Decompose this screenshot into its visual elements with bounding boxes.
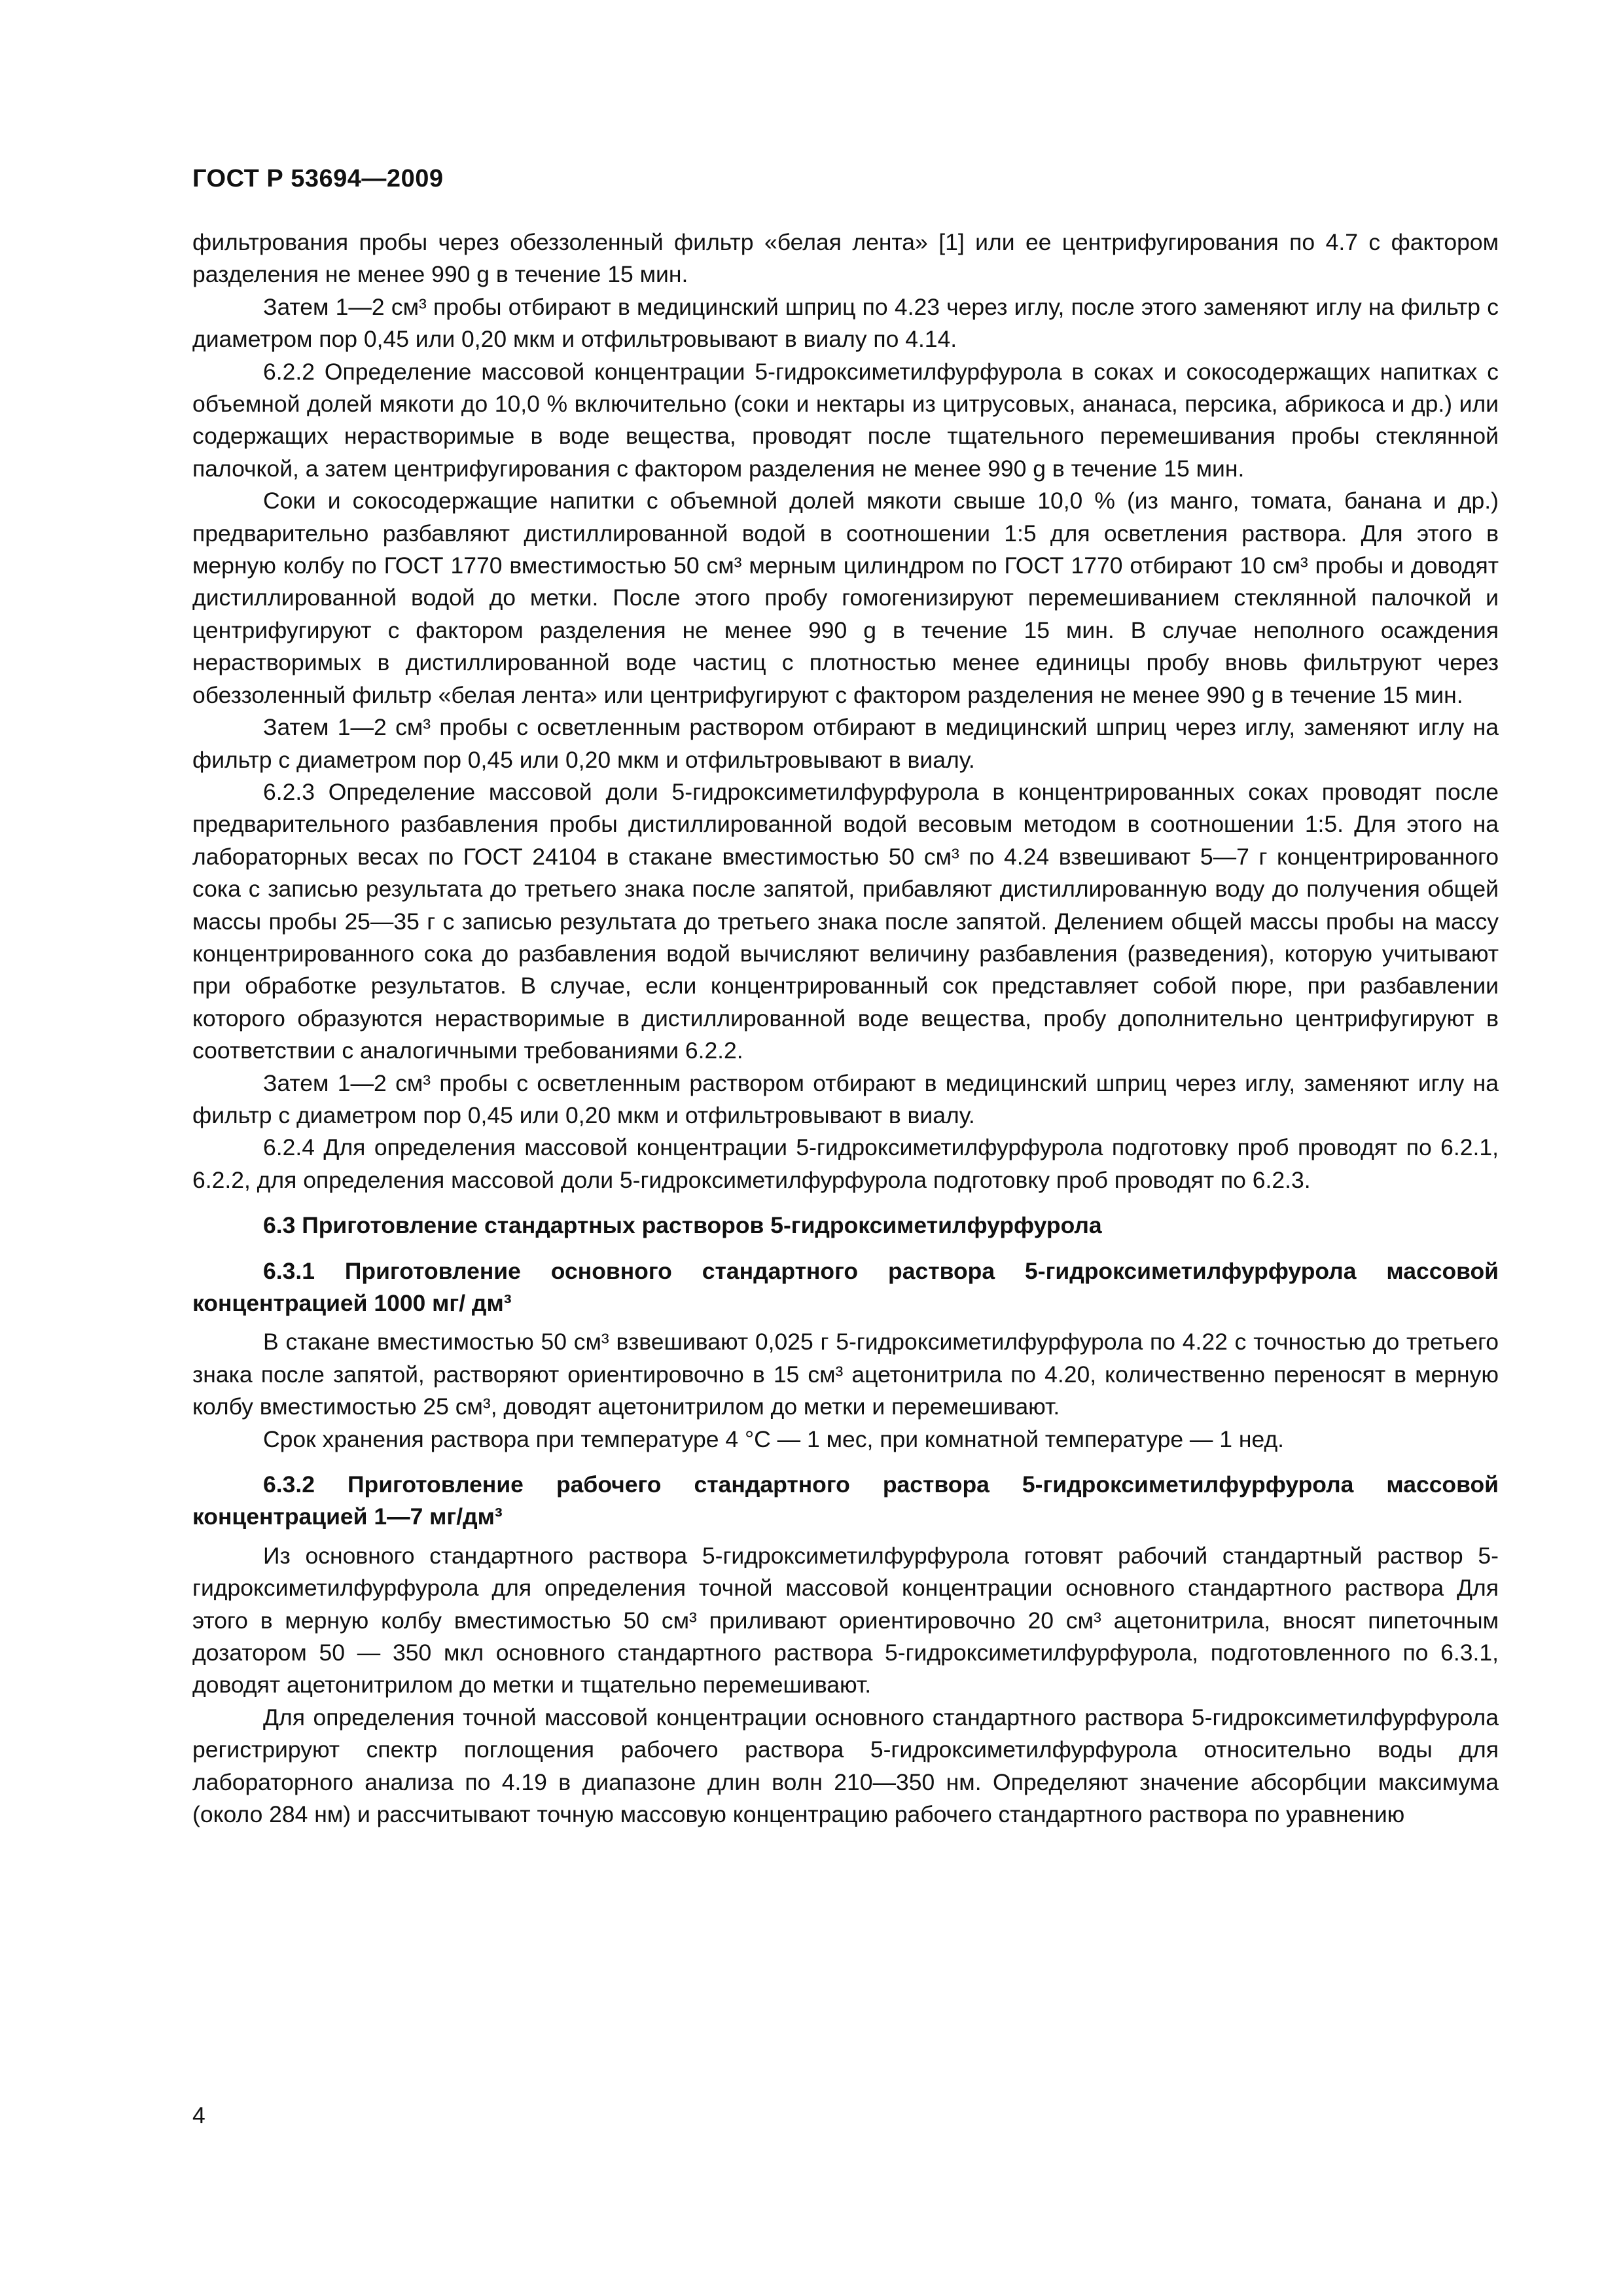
section-heading: 6.3 Приготовление стандартных растворов 5-гидроксиметилфурфурола [263, 1212, 1102, 1239]
body-paragraph: Соки и сокосодержащие напитки с объемной долей мякоти свыше 10,0 % (из манго, томата, банана и др.) предварительно разбавляют дистиллированной водой в соотношении 1:5 для осветления раствора. Для этого в мерную колбу по ГОСТ 1770 вместимостью 50 см³ мерным цилиндром по ГОСТ 1770 отбирают 10 см³ пробы и доводят дистиллированной водой до метки. После этого пробу гомогенизируют перемешиванием стеклянной палочкой и центрифугируют с фактором разделения не менее 990 g в течение 15 мин. В случае неполного осаждения нерастворимых в дистиллированной воде частиц с плотностью менее единицы пробу вновь фильтруют через обеззоленный фильтр «белая лента» или центрифугируют с фактором разделения не менее 990 g в течение 15 мин. [192, 488, 1499, 708]
page-number: 4 [192, 2102, 205, 2128]
body-paragraph: Затем 1—2 см³ пробы с осветленным раствором отбирают в медицинский шприц через иглу, заменяют иглу на фильтр с диаметром пор 0,45 или 0,20 мкм и отфильтровывают в виалу. [192, 1069, 1499, 1128]
section-heading: 6.3.1 Приготовление основного стандартного раствора 5-гидроксиметилфурфурола массовой концентрацией 1000 мг/ дм³ [192, 1257, 1499, 1316]
body-paragraph: 6.2.2 Определение массовой концентрации 5-гидроксиметилфурфурола в соках и сокосодержащих напитках с объемной долей мякоти до 10,0 % включительно (соки и нектары из цитрусовых, ананаса, персика, абрикоса и др.) или содержащих нерастворимые в воде вещества, проводят после тщательного перемешивания пробы стеклянной палочкой, а затем центрифугирования с фактором разделения не менее 990 g в течение 15 мин. [192, 358, 1499, 482]
body-paragraph: Затем 1—2 см³ пробы с осветленным раствором отбирают в медицинский шприц через иглу, заменяют иглу на фильтр с диаметром пор 0,45 или 0,20 мкм и отфильтровывают в виалу. [192, 714, 1499, 773]
body-paragraph: В стакане вместимостью 50 см³ взвешивают 0,025 г 5-гидроксиметилфурфурола по 4.22 с точностью до третьего знака после запятой, растворяют ориентировочно в 15 см³ ацетонитрила по 4.20, количественно переносят в мерную колбу вместимостью 25 см³, доводят ацетонитрилом до метки и перемешивают. [192, 1329, 1499, 1420]
body-paragraph: 6.2.3 Определение массовой доли 5-гидроксиметилфурфурола в концентрированных соках проводят после предварительного разбавления пробы дистиллированной водой весовым методом в соотношении 1:5. Для этого на лабораторных весах по ГОСТ 24104 в стакане вместимостью 50 см³ по 4.24 взвешивают 5—7 г концентрированного сока с записью результата до третьего знака после запятой, прибавляют дистиллированную воду до получения общей массы пробы 25—35 г с записью результата до третьего знака после запятой. Делением общей массы пробы на массу концентрированного сока до разбавления водой вычисляют величину разбавления (разведения), которую учитывают при обработке результатов. В случае, если концентрированный сок представляет собой пюре, при разбавлении которого образуются нерастворимые в дистиллированной воде вещества, пробу дополнительно центрифугируют в соответствии с аналогичными требованиями 6.2.2. [192, 778, 1499, 1064]
section-heading: 6.3.2 Приготовление рабочего стандартного раствора 5-гидроксиметилфурфурола массовой концентрацией 1—7 мг/дм³ [192, 1471, 1499, 1530]
body-paragraph: Затем 1—2 см³ пробы отбирают в медицинский шприц по 4.23 через иглу, после этого заменяют иглу на фильтр с диаметром пор 0,45 или 0,20 мкм и отфильтровывают в виалу по 4.14. [192, 293, 1499, 353]
document-body [192, 226, 1499, 1831]
body-paragraph: 6.2.4 Для определения массовой концентрации 5-гидроксиметилфурфурола подготовку проб проводят по 6.2.1, 6.2.2, для определения массовой доли 5-гидроксиметилфурфурола подготовку проб проводят по 6.2.3. [192, 1134, 1499, 1193]
body-paragraph: Из основного стандартного раствора 5-гидроксиметилфурфурола готовят рабочий стандартный раствор 5-гидроксиметилфурфурола для определения точной массовой концентрации основного стандартного раствора Для этого в мерную колбу вместимостью 50 см³ приливают ориентировочно 20 см³ ацетонитрила, вносят пипеточным дозатором 50 — 350 мкл основного стандартного раствора 5-гидроксиметилфурфурола, подготовленного по 6.3.1, доводят ацетонитрилом до метки и тщательно перемешивают. [192, 1542, 1499, 1698]
body-paragraph: Срок хранения раствора при температуре 4 °С — 1 мес, при комнатной температуре — 1 нед. [263, 1426, 1285, 1452]
body-paragraph: Для определения точной массовой концентрации основного стандартного раствора 5-гидроксиметилфурфурола регистрируют спектр поглощения рабочего раствора 5-гидроксиметилфурфурола относительно воды для лабораторного анализа по 4.19 в диапазоне длин волн 210—350 нм. Определяют значение абсорбции максимума (около 284 нм) и рассчитывают точную массовую концентрацию рабочего стандартного раствора по уравнению [192, 1704, 1499, 1828]
body-paragraph: фильтрования пробы через обеззоленный фильтр «белая лента» [1] или ее центрифугирования по 4.7 с фактором разделения не менее 990 g в течение 15 мин. [192, 229, 1499, 288]
document-header: ГОСТ Р 53694—2009 [192, 165, 444, 192]
